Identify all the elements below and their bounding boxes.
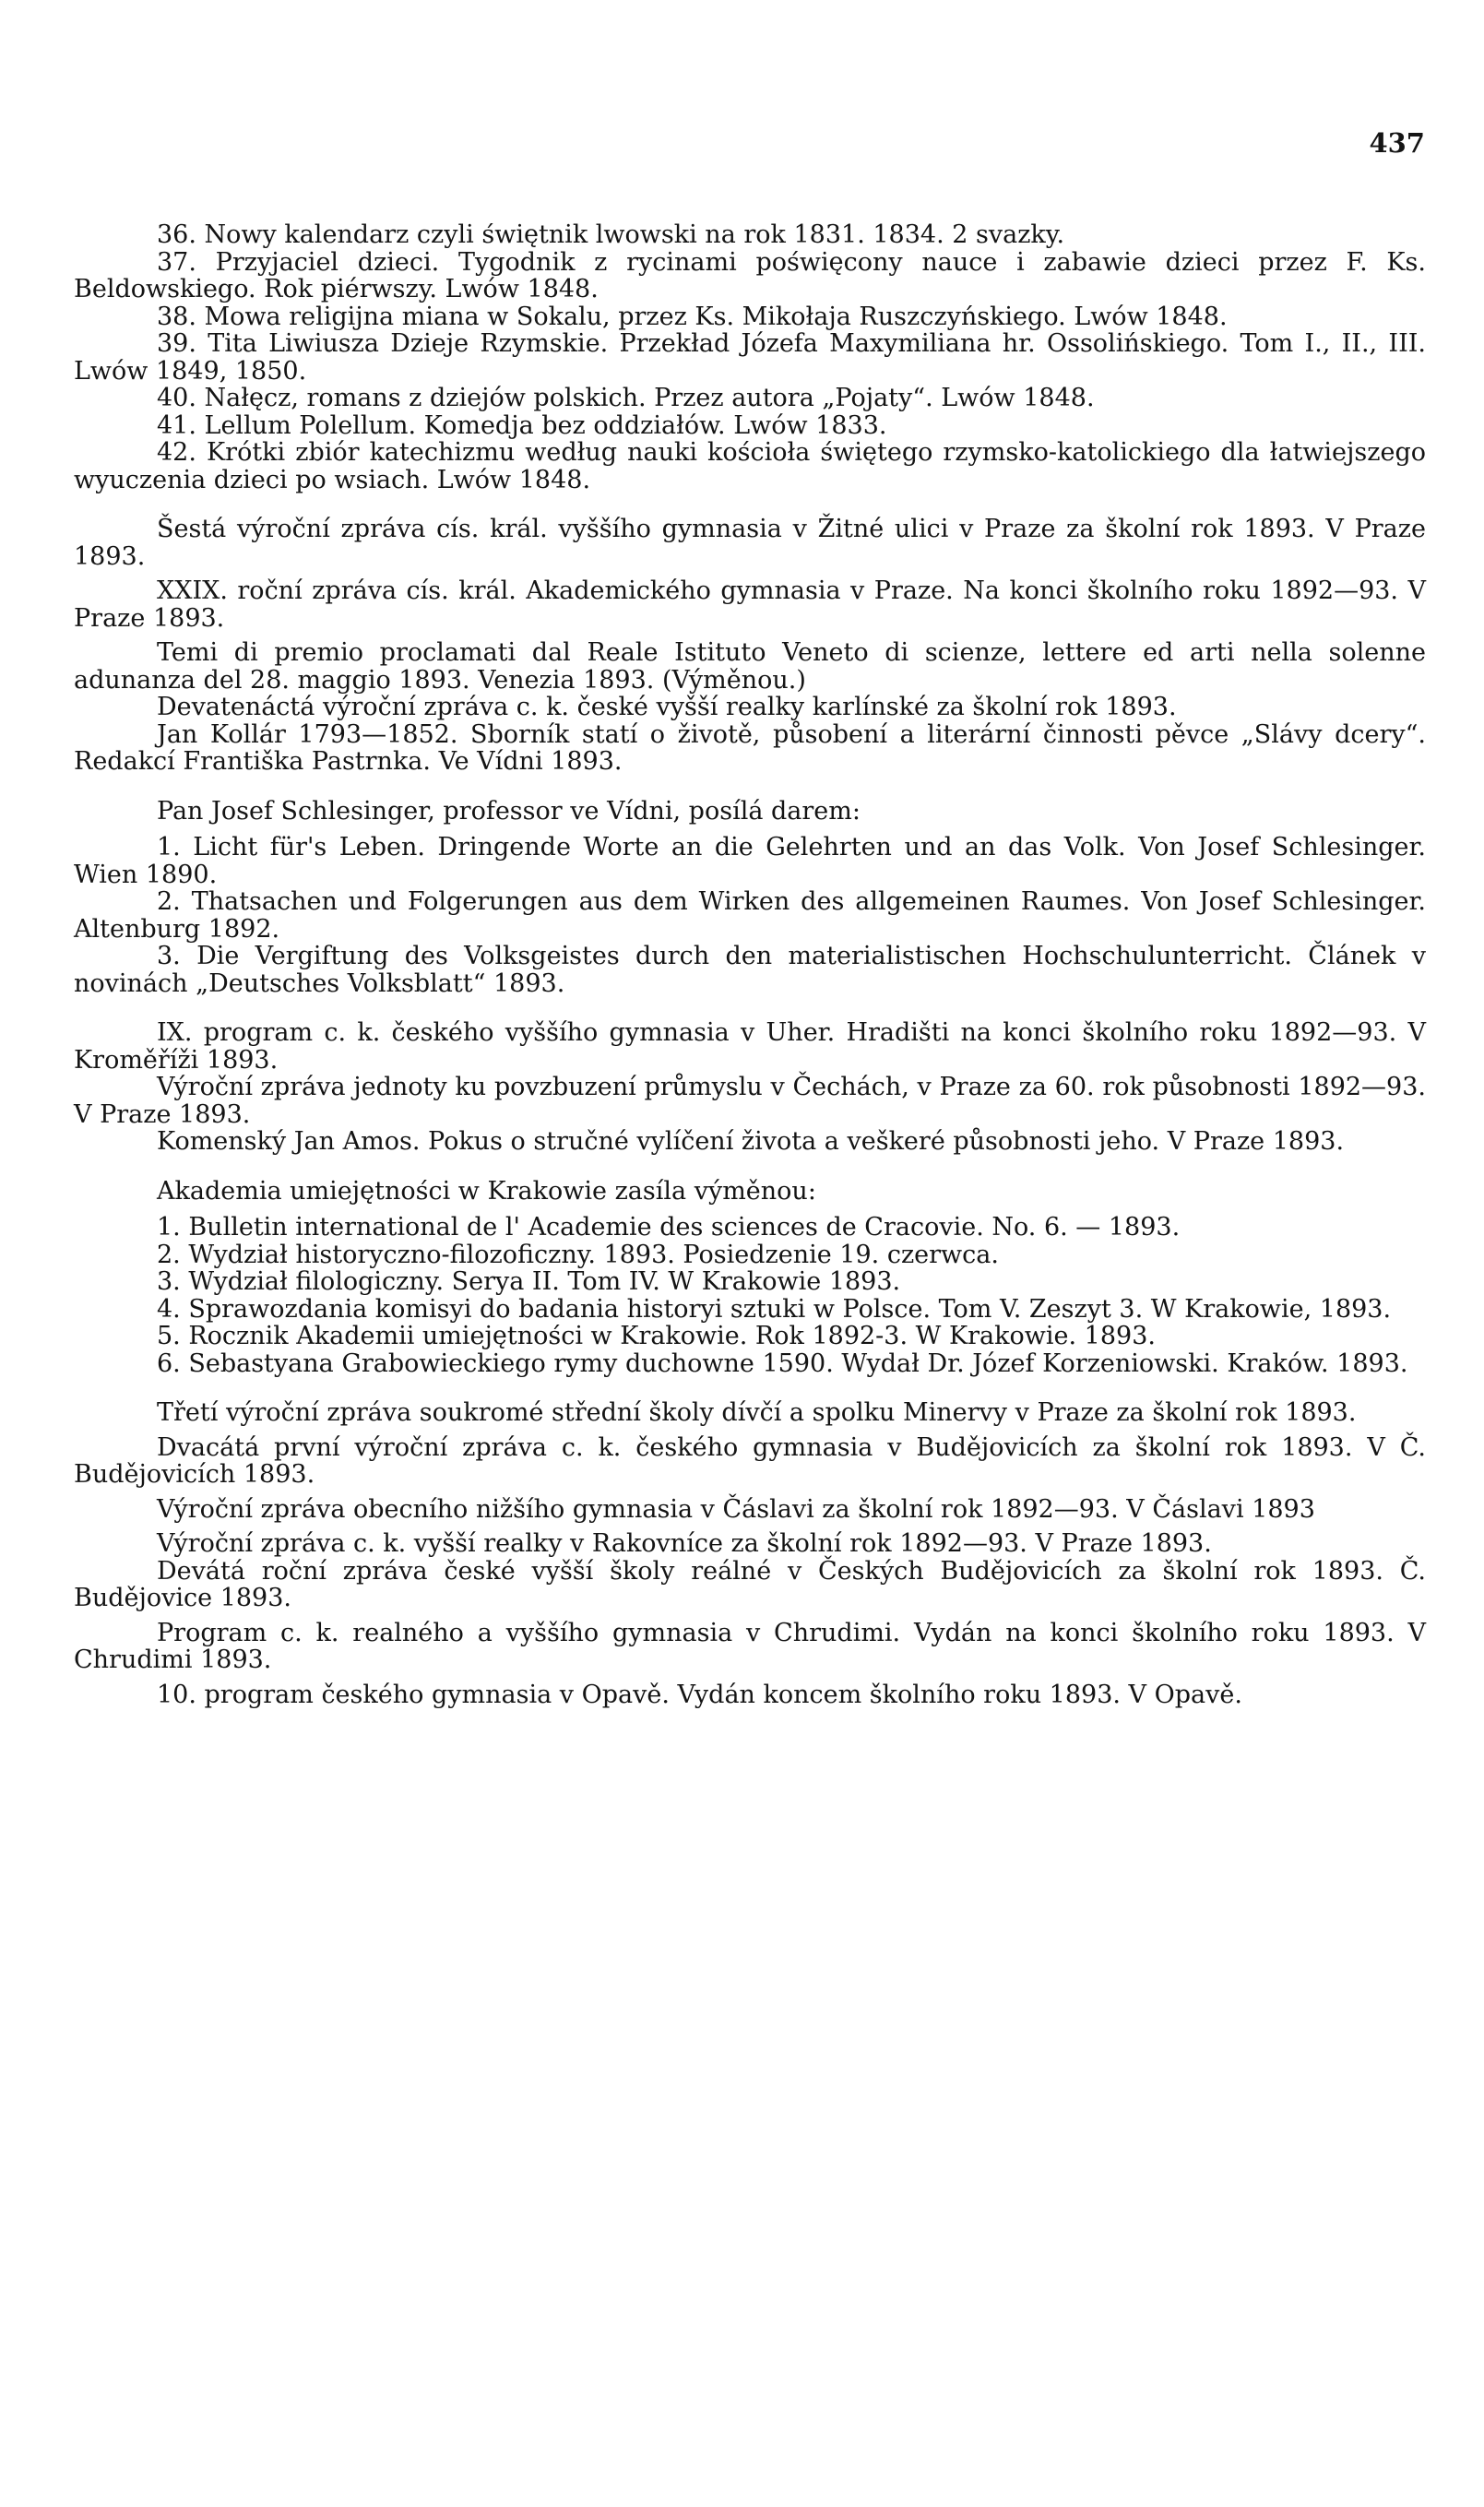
exchange-item: 6. Sebastyana Grabowieckiego rymy duchowne 1590. Wydał Dr. Józef Korzeniowski. Kraków. 1893. (157, 1349, 1408, 1378)
page-body (74, 221, 1426, 1708)
received-entry: Devatenáctá výroční zpráva c. k. české vyšší realky karlínské za školní rok 1893. (157, 693, 1177, 721)
received-entry: Třetí výroční zpráva soukromé střední školy dívčí a spolku Minervy v Praze za školní rok 1893. (157, 1398, 1357, 1427)
exchange-item: 5. Rocznik Akademii umiejętności w Krakowie. Rok 1892-3. W Krakowie. 1893. (157, 1322, 1156, 1350)
received-entry: 10. program českého gymnasia v Opavě. Vydán koncem školního roku 1893. V Opavě. (157, 1680, 1242, 1709)
received-entry: Jan Kollár 1793—1852. Sborník statí o životě, působení a literární činnosti pěvce „Slávy dcery“. Redakcí Františka Pastrnka. Ve Vídni 1893. (74, 719, 1426, 776)
received-entry: Devátá roční zpráva české vyšší školy reálné v Českých Budějovicích za školní rok 1893. Č. Budějovice 1893. (74, 1556, 1426, 1612)
received-entry: Temi di premio proclamati dal Reale Istituto Veneto di scienze, lettere ed arti nella solenne adunanza del 28. maggio 1893. Venezia 1893. (Výměnou.) (74, 638, 1426, 695)
catalog-entry-41: 41. Lellum Polellum. Komedja bez oddziałów. Lwów 1833. (157, 410, 887, 440)
received-entry: Šestá výroční zpráva cís. král. vyššího gymnasia v Žitné ulici v Praze za školní rok 1893. V Praze 1893. (74, 515, 1426, 571)
catalog-entry-40: 40. Nałęcz, romans z dziejów polskich. Przez autora „Pojaty“. Lwów 1848. (157, 384, 1095, 412)
page-number: 437 (1369, 127, 1425, 159)
donation-item: 1. Licht für's Leben. Dringende Worte an die Gelehrten und an das Volk. Von Josef Schlesinger. Wien 1890. (74, 833, 1426, 889)
exchange-item: 3. Wydział filologiczny. Serya II. Tom IV. W Krakowie 1893. (157, 1267, 901, 1296)
exchange-item: 4. Sprawozdania komisyi do badania historyi sztuki w Polsce. Tom V. Zeszyt 3. W Krakowie, 1893. (157, 1294, 1392, 1324)
catalog-entry-36: 36. Nowy kalendarz czyli świętnik lwowski na rok 1831. 1834. 2 svazky. (157, 220, 1065, 249)
exchange-item: 2. Wydział historyczno-filozoficzny. 1893. Posiedzenie 19. czerwca. (157, 1240, 999, 1269)
received-entry: Dvacátá první výroční zpráva c. k. českého gymnasia v Budějovicích za školní rok 1893. V Č. Budějovicích 1893. (74, 1432, 1426, 1489)
received-entry: IX. program c. k. českého vyššího gymnasia v Uher. Hradišti na konci školního roku 1892—93. V Kroměříži 1893. (74, 1018, 1426, 1075)
received-entry: XXIX. roční zpráva cís. král. Akademického gymnasia v Praze. Na konci školního roku 1892—93. V Praze 1893. (74, 576, 1426, 633)
catalog-entry-42: 42. Krótki zbiór katechizmu według nauki kościoła świętego rzymsko-katolickiego dla łatwiejszego wyuczenia dzieci po wsiach. Lwów 1848. (74, 438, 1426, 494)
catalog-entry-39: 39. Tita Liwiusza Dzieje Rzymskie. Przekład Józefa Maxymiliana hr. Ossolińskiego. Tom I., II., III. Lwów 1849, 1850. (74, 329, 1426, 386)
received-entry: Komenský Jan Amos. Pokus o stručné vylíčení života a veškeré působnosti jeho. V Praze 1893. (157, 1127, 1345, 1156)
exchange-item: 1. Bulletin international de l' Academie des sciences de Cracovie. No. 6. — 1893. (157, 1213, 1181, 1242)
donor-intro: Pan Josef Schlesinger, professor ve Vídni, posílá darem: (157, 796, 861, 826)
received-entry: Výroční zpráva obecního nižšího gymnasia v Čáslavi za školní rok 1892—93. V Čáslavi 1893 (157, 1494, 1315, 1524)
donor-intro: Akademia umiejętności w Krakowie zasíla výměnou: (157, 1176, 816, 1206)
catalog-entry-38: 38. Mowa religijna miana w Sokalu, przez Ks. Mikołaja Ruszczyńskiego. Lwów 1848. (157, 302, 1228, 331)
received-entry: Výroční zpráva c. k. vyšší realky v Rakovníce za školní rok 1892—93. V Praze 1893. (157, 1529, 1212, 1558)
catalog-entry-37: 37. Przyjaciel dzieci. Tygodnik z rycinami poświęcony nauce i zabawie dzieci przez F. Ks. Beldowskiego. Rok piérwszy. Lwów 1848. (74, 247, 1426, 303)
donation-item: 3. Die Vergiftung des Volksgeistes durch den materialistischen Hochschulunterricht. Článek v novinách „Deutsches Volksblatt“ 1893. (74, 942, 1426, 998)
donation-item: 2. Thatsachen und Folgerungen aus dem Wirken des allgemeinen Raumes. Von Josef Schlesinger. Altenburg 1892. (74, 887, 1426, 944)
received-entry: Program c. k. realného a vyššího gymnasia v Chrudimi. Vydán na konci školního roku 1893. V Chrudimi 1893. (74, 1618, 1426, 1674)
received-entry: Výroční zpráva jednoty ku povzbuzení průmyslu v Čechách, v Praze za 60. rok působnosti 1892—93. V Praze 1893. (74, 1073, 1426, 1129)
